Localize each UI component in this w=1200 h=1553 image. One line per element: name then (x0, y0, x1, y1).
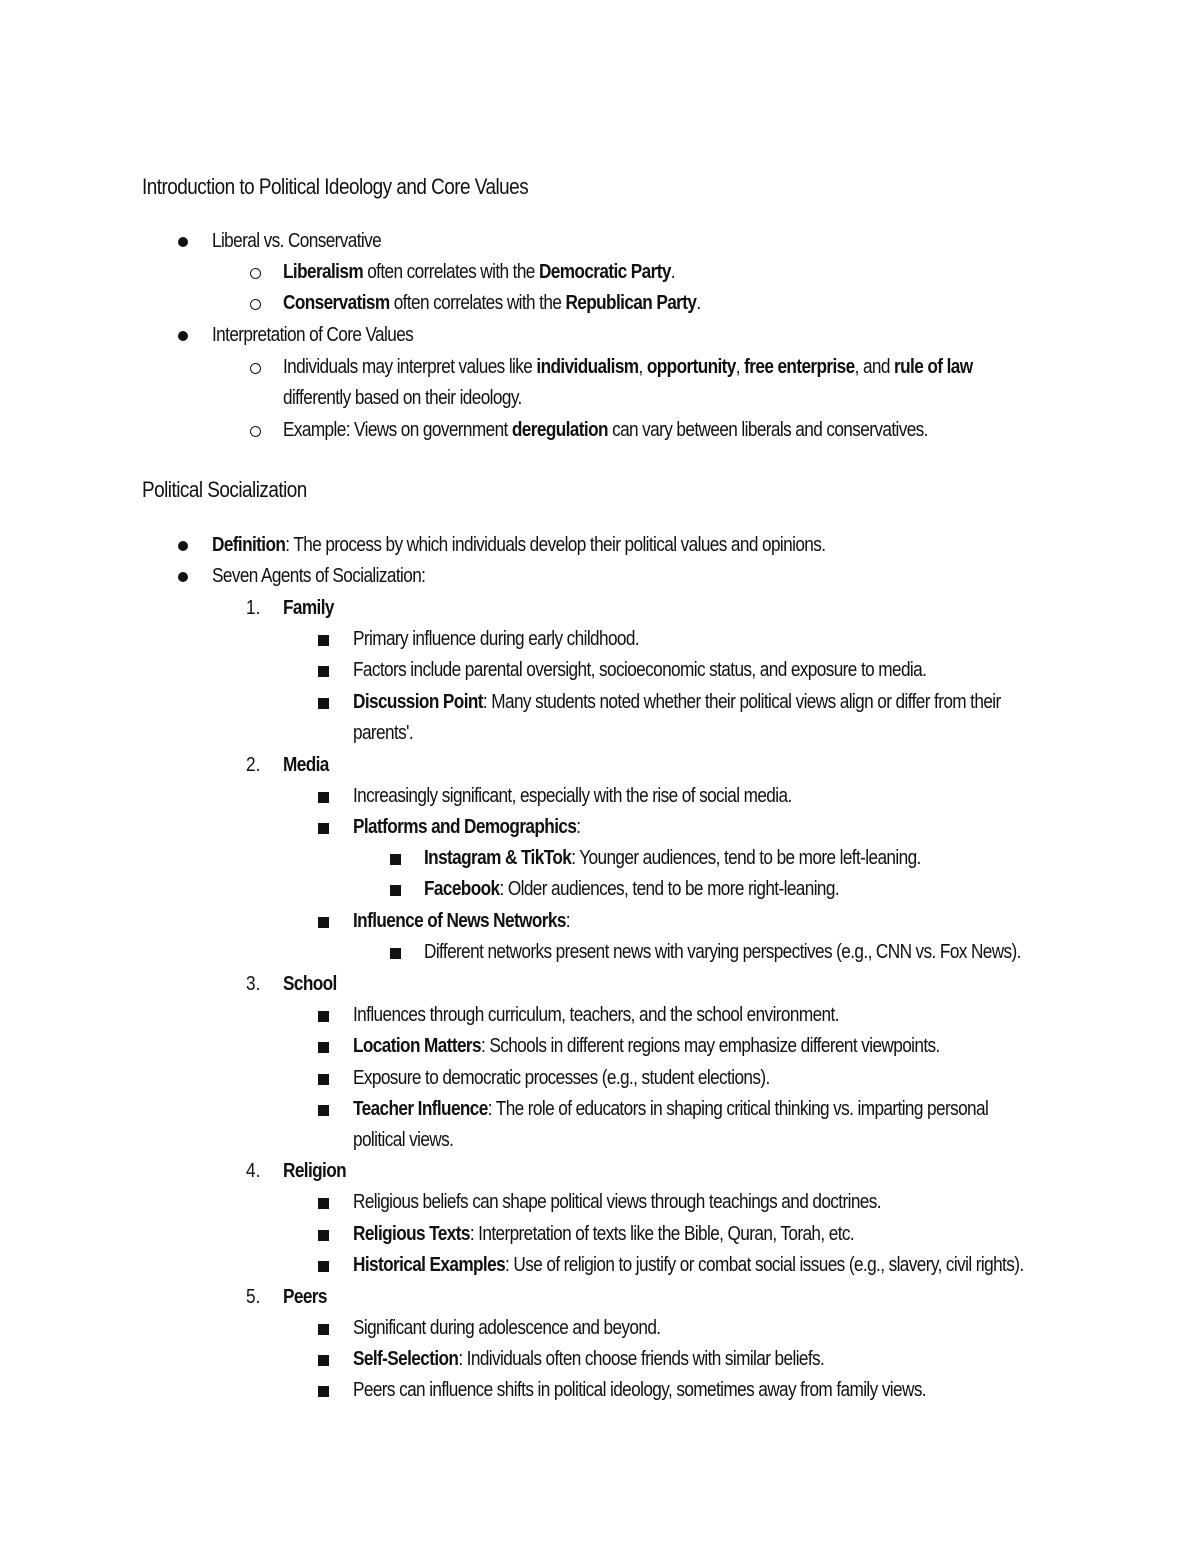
bold-term: Instagram & TikTok (424, 847, 572, 869)
bullet-dot-icon (178, 237, 188, 247)
text-run: Religious beliefs can shape political views through teachings and doctrines. (353, 1191, 881, 1213)
list-item-text (353, 1190, 881, 1214)
bullet-square-icon (318, 1011, 329, 1022)
text-run: Peers can influence shifts in political ideology, sometimes away from family views. (353, 1379, 926, 1401)
list-item-text (353, 784, 792, 808)
bullet-square-icon (318, 792, 329, 803)
bold-term: opportunity (646, 356, 736, 378)
text-run: : Older audiences, tend to be more right-leaning. (499, 878, 840, 900)
bold-term: Influence of News Networks (353, 910, 566, 932)
bullet-dot-icon (178, 572, 188, 582)
text-run: Influences through curriculum, teachers, and the school environment. (353, 1004, 839, 1026)
text-run: : (565, 910, 570, 932)
list-item-text (283, 355, 972, 379)
bullet-square-icon (318, 1105, 329, 1116)
bold-term: Platforms and Demographics (353, 816, 577, 838)
list-item-text (353, 1253, 1024, 1277)
text-run: . (696, 292, 701, 314)
bullet-dot-icon (178, 541, 188, 551)
bullet-square-icon (318, 823, 329, 834)
text-run: often correlates with the (389, 292, 566, 314)
bold-term: Religion (283, 1160, 347, 1182)
text-run: Liberal vs. Conservative (212, 230, 382, 252)
bold-term: Republican Party (565, 292, 697, 314)
list-item-text (353, 1097, 988, 1121)
bold-term: rule of law (894, 356, 973, 378)
bullet-square-icon (318, 1355, 329, 1366)
bold-term: School (283, 973, 337, 995)
bullet-square-icon (390, 948, 401, 959)
bold-term: Liberalism (283, 261, 364, 283)
text-run: , and (854, 356, 895, 378)
list-item-text (353, 1222, 854, 1246)
bold-term: individualism (536, 356, 639, 378)
list-item-text (424, 846, 921, 870)
bold-term: Democratic Party (538, 261, 671, 283)
section-heading: Political Socialization (142, 477, 307, 502)
list-item-text (353, 909, 570, 933)
bullet-square-icon (318, 635, 329, 646)
text-run: Interpretation of Core Values (212, 324, 414, 346)
text-run: Different networks present news with varying perspectives (e.g., CNN vs. Fox News). (424, 941, 1021, 963)
text-run: : Schools in different regions may emphasize different viewpoints. (480, 1035, 940, 1057)
list-item-text (283, 260, 675, 284)
text-run: can vary between liberals and conservatives. (607, 419, 928, 441)
bullet-circle-icon (250, 426, 261, 437)
text-run: . (670, 261, 675, 283)
text-run: Individuals may interpret values like (283, 356, 537, 378)
list-item-text (283, 386, 522, 410)
list-item-text (283, 596, 334, 620)
bold-term: Religious Texts (353, 1223, 470, 1245)
bullet-circle-icon (250, 363, 261, 374)
bullet-square-icon (390, 854, 401, 865)
list-item-text (353, 690, 1001, 714)
list-item-text (212, 229, 381, 253)
list-item-text (424, 877, 839, 901)
bold-term: Peers (283, 1286, 327, 1308)
text-run: differently based on their ideology. (283, 387, 522, 409)
list-item-text (283, 1159, 346, 1183)
bullet-dot-icon (178, 331, 188, 341)
list-item-text (353, 1316, 660, 1340)
list-item-text (212, 533, 825, 557)
list-item-text (212, 323, 413, 347)
text-run: : Many students noted whether their political views align or differ from their (482, 691, 1001, 713)
bold-term: Teacher Influence (353, 1098, 488, 1120)
list-item-text (353, 1378, 926, 1402)
text-run: Primary influence during early childhood. (353, 628, 640, 650)
bold-term: free enterprise (744, 356, 855, 378)
bold-term: Discussion Point (353, 691, 483, 713)
text-run: , (638, 356, 647, 378)
text-run: : (576, 816, 581, 838)
bold-term: Definition (212, 534, 286, 556)
list-item-text (353, 1034, 940, 1058)
text-run: Significant during adolescence and beyond. (353, 1317, 661, 1339)
bullet-square-icon (318, 1198, 329, 1209)
list-item-text (353, 627, 639, 651)
text-run: Increasingly significant, especially with the rise of social media. (353, 785, 792, 807)
text-run: Factors include parental oversight, socioeconomic status, and exposure to media. (353, 659, 927, 681)
list-item-text (353, 1128, 453, 1152)
list-item-text (283, 972, 337, 996)
bold-term: deregulation (511, 419, 608, 441)
bullet-square-icon (318, 1261, 329, 1272)
list-item-text (283, 418, 928, 442)
bullet-square-icon (318, 1230, 329, 1241)
text-run: : (421, 565, 426, 587)
list-number: 2. (246, 754, 261, 776)
list-item-text (353, 815, 580, 839)
list-number: 4. (246, 1160, 261, 1182)
text-run: , (735, 356, 745, 378)
bold-term: Media (283, 754, 329, 776)
text-run: often correlates with the (363, 261, 539, 283)
list-item-text (353, 721, 413, 745)
list-item-text (424, 940, 1021, 964)
bold-term: Location Matters (353, 1035, 481, 1057)
list-number: 3. (246, 973, 261, 995)
list-item-text (353, 1066, 770, 1090)
list-item-text (283, 291, 701, 315)
text-run: : The process by which individuals develop their political values and opinions. (285, 534, 826, 556)
bold-term: Self-Selection (353, 1348, 459, 1370)
text-run: : Interpretation of texts like the Bible, Quran, Torah, etc. (469, 1223, 855, 1245)
section-heading: Introduction to Political Ideology and Core Values (142, 174, 529, 199)
list-item-text (212, 564, 425, 588)
text-run: Seven Agents of Socialization (212, 565, 422, 587)
bold-term: Conservatism (283, 292, 390, 314)
bullet-square-icon (318, 1042, 329, 1053)
list-item-text (353, 658, 926, 682)
text-run: : Use of religion to justify or combat social issues (e.g., slavery, civil rights). (505, 1254, 1024, 1276)
text-run: Example: Views on government (283, 419, 512, 441)
list-number: 1. (246, 597, 261, 619)
bold-term: Family (283, 597, 334, 619)
bullet-square-icon (318, 698, 329, 709)
list-item-text (353, 1003, 839, 1027)
list-item-text (283, 753, 329, 777)
bullet-square-icon (318, 1324, 329, 1335)
list-number: 5. (246, 1286, 261, 1308)
bullet-square-icon (318, 666, 329, 677)
text-run: parents'. (353, 722, 414, 744)
text-run: : Individuals often choose friends with similar beliefs. (458, 1348, 825, 1370)
bullet-square-icon (390, 885, 401, 896)
text-run: : Younger audiences, tend to be more left-leaning. (571, 847, 921, 869)
list-item-text (283, 1285, 327, 1309)
text-run: Exposure to democratic processes (e.g., student elections). (353, 1067, 770, 1089)
bullet-square-icon (318, 1386, 329, 1397)
bullet-circle-icon (250, 299, 261, 310)
bold-term: Facebook (424, 878, 500, 900)
bullet-square-icon (318, 1074, 329, 1085)
text-run: political views. (353, 1129, 454, 1151)
bullet-square-icon (318, 917, 329, 928)
bullet-circle-icon (250, 268, 261, 279)
bold-term: Historical Examples (353, 1254, 506, 1276)
list-item-text (353, 1347, 824, 1371)
text-run: : The role of educators in shaping critical thinking vs. imparting personal (487, 1098, 989, 1120)
